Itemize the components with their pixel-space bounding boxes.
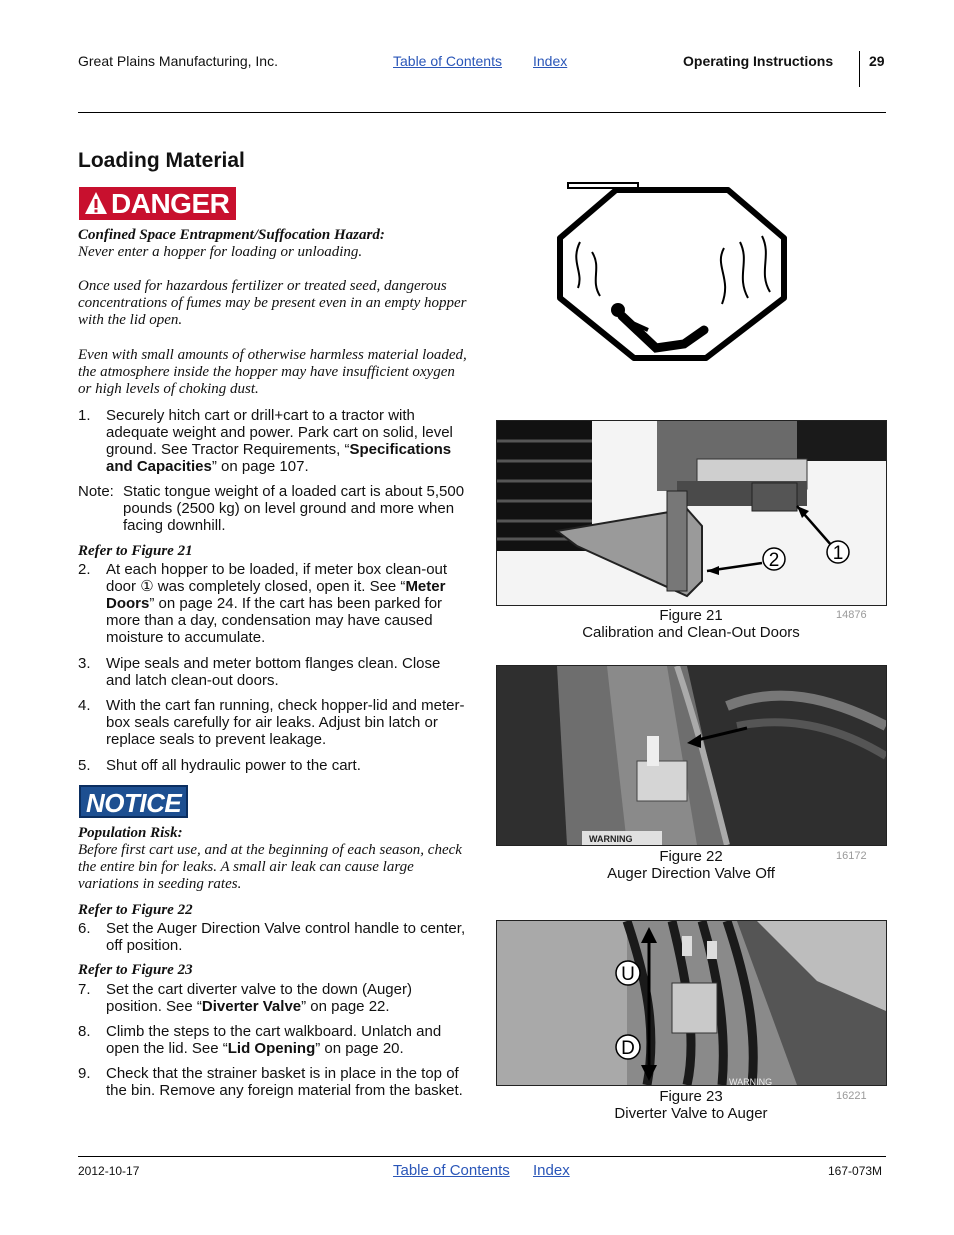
figure-21-caption: Calibration and Clean-Out Doors	[582, 624, 800, 641]
danger-para3: Even with small amounts of otherwise harmless material loaded, the atmosphere inside the hopper may have insufficient oxygen or high levels of choking dust.	[78, 347, 467, 397]
page-title: Loading Material	[78, 149, 245, 172]
index-link-bottom[interactable]: Index	[533, 1162, 570, 1179]
step-2	[78, 561, 468, 646]
step-text-end: ” on page 22.	[301, 998, 390, 1015]
figure-23-photo	[496, 920, 887, 1086]
danger-label: DANGER	[111, 188, 230, 219]
footer-date: 2012-10-17	[78, 1164, 140, 1178]
figure-22-photo	[496, 665, 887, 846]
warning-decal-text: WARNING	[729, 1077, 773, 1085]
figure-22-caption: Auger Direction Valve Off	[607, 865, 775, 882]
company-name: Great Plains Manufacturing, Inc.	[78, 53, 278, 69]
xref-bold: Specifications and Capacities	[106, 441, 452, 475]
figure-21-photo	[496, 420, 887, 606]
callout-2: 2	[768, 550, 780, 571]
header-divider	[859, 51, 860, 87]
danger-heading: Confined Space Entrapment/Suffocation Hazard:	[78, 227, 385, 243]
auger-valve-photo	[497, 666, 886, 845]
notice-label: NOTICE	[86, 788, 182, 818]
step-text-end: ” on page 20.	[315, 1040, 404, 1057]
step-9	[78, 1065, 468, 1099]
danger-line1: Never enter a hopper for loading or unloading.	[78, 244, 363, 260]
step-5	[78, 757, 468, 774]
step-text: Set the cart diverter valve to the down (Auger) position. See “	[106, 981, 412, 1015]
step-number: 7.	[78, 981, 91, 998]
step-1	[78, 407, 468, 475]
step-number: 1.	[78, 407, 91, 424]
step-number: 9.	[78, 1065, 91, 1082]
step-7	[78, 981, 468, 1015]
figure-21-label: Figure 21	[659, 607, 723, 624]
danger-badge	[79, 187, 236, 220]
step-number: 2.	[78, 561, 91, 578]
figure-22-label: Figure 22	[659, 848, 723, 865]
xref-bold: Lid Opening	[227, 1040, 316, 1057]
section-title: Operating Instructions	[683, 53, 834, 69]
danger-para2: Once used for hazardous fertilizer or treated seed, dangerous concentrations of fumes may be present even in an empty hopper with the lid open.	[78, 278, 467, 328]
step-8	[78, 1023, 468, 1057]
step-text-end: ” on page 107.	[211, 458, 309, 475]
callout-d: D	[621, 1038, 635, 1059]
notice-heading: Population Risk:	[78, 825, 183, 841]
xref-bold: Meter Doors	[106, 578, 446, 612]
step-text: Climb the steps to the cart walkboard. Unlatch and open the lid. See “	[106, 1023, 442, 1057]
step-text: Securely hitch cart or drill+cart to a tractor with adequate weight and power. Park cart on solid, level ground. See Tractor Requirements, “	[106, 407, 453, 458]
step-6	[78, 920, 468, 954]
step-text: Shut off all hydraulic power to the cart.	[106, 757, 361, 774]
footer-doc-number: 167-073M	[828, 1164, 883, 1178]
step-number: 8.	[78, 1023, 91, 1040]
step-number: 5.	[78, 757, 91, 774]
figure-21-number: 14876	[836, 609, 867, 621]
figure-23-caption: Diverter Valve to Auger	[614, 1105, 768, 1122]
step-number: 6.	[78, 920, 91, 937]
step-number: 3.	[78, 655, 91, 672]
note-text: Static tongue weight of a loaded cart is about 5,500 pounds (2500 kg) on level ground and more when facing downhill.	[123, 483, 465, 534]
step-text: Wipe seals and meter bottom flanges clean. Close and latch clean-out doors.	[106, 655, 441, 689]
figure-23-number: 16221	[836, 1090, 867, 1102]
step-number: 4.	[78, 697, 91, 714]
note-block	[78, 483, 470, 534]
ref-figure-21: Refer to Figure 21	[78, 543, 193, 559]
warning-decal-text: WARNING	[589, 834, 633, 844]
step-text: With the cart fan running, check hopper-lid and meter-box seals carefully for air leaks. Adjust bin latch or replace seals to prevent leakage.	[106, 697, 465, 748]
callout-1: 1	[832, 543, 844, 564]
meter-doors-photo	[497, 421, 886, 605]
toc-link-top[interactable]: Table of Contents	[393, 53, 502, 69]
step-text-end: ” on page 24. If the cart has been parked for more than a day, condensation may have caused moisture to accumulate.	[106, 595, 443, 646]
note-label: Note:	[78, 483, 114, 500]
page-number: 29	[869, 53, 885, 69]
warning-triangle-icon	[84, 191, 108, 215]
figure-22-number: 16172	[836, 850, 867, 862]
index-link-top[interactable]: Index	[533, 53, 568, 69]
step-4	[78, 697, 468, 748]
ref-figure-23: Refer to Figure 23	[78, 962, 193, 978]
step-text: Check that the strainer basket is in place in the top of the bin. Remove any foreign material from the basket.	[106, 1065, 463, 1099]
header-rule	[78, 112, 886, 113]
hopper-hazard-illustration	[556, 180, 792, 370]
step-text: At each hopper to be loaded, if meter box clean-out door ① was completely closed, open it. See “	[106, 561, 448, 595]
toc-link-bottom[interactable]: Table of Contents	[393, 1162, 510, 1179]
notice-badge	[79, 785, 188, 818]
figure-23-label: Figure 23	[659, 1088, 723, 1105]
ref-figure-22: Refer to Figure 22	[78, 902, 193, 918]
step-3	[78, 655, 468, 689]
notice-text: Before first cart use, and at the beginning of each season, check the entire bin for leaks. A small air leak can cause large variations in seeding rates.	[78, 842, 462, 892]
callout-u: U	[621, 964, 635, 985]
footer-rule	[78, 1156, 886, 1157]
xref-bold: Diverter Valve	[201, 998, 302, 1015]
step-text: Set the Auger Direction Valve control handle to center, off position.	[106, 920, 466, 954]
diverter-valve-photo	[497, 921, 886, 1085]
